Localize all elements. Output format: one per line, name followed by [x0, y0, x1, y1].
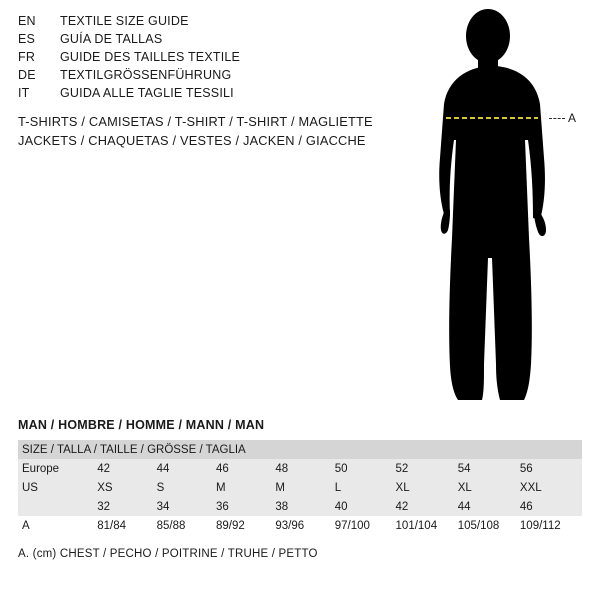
cell-a-6: 105/108 — [457, 519, 500, 532]
cell-a-3: 93/96 — [275, 519, 305, 532]
cell-us-6: XL — [457, 481, 472, 494]
cell-us-7: XXL — [519, 481, 542, 494]
language-header-block — [18, 14, 378, 104]
cell-numeric-6: 44 — [457, 500, 471, 513]
cell-a-5: 101/104 — [395, 519, 438, 532]
cell-us-5: XL — [395, 481, 410, 494]
cell-a-7: 109/112 — [519, 519, 561, 532]
row-label-europe: Europe — [22, 462, 60, 475]
cell-us-1: S — [156, 481, 165, 494]
cell-europe-6: 54 — [457, 462, 471, 475]
language-row-de — [18, 68, 378, 86]
table-header-row — [18, 440, 582, 459]
cell-numeric-5: 42 — [395, 500, 409, 513]
size-table — [18, 440, 582, 535]
cell-numeric-0: 32 — [97, 500, 111, 513]
cell-numeric-4: 40 — [334, 500, 348, 513]
language-text-fr: GUIDE DES TAILLES TEXTILE — [60, 50, 241, 64]
cell-europe-4: 50 — [334, 462, 348, 475]
footnote: A. (cm) CHEST / PECHO / POITRINE / TRUHE / PETTO — [18, 548, 318, 560]
language-code-fr: FR — [18, 50, 36, 64]
cell-europe-1: 44 — [156, 462, 170, 475]
chest-marker-label: A — [568, 111, 577, 125]
garment-category-block — [18, 112, 438, 150]
language-row-fr — [18, 50, 378, 68]
cell-numeric-2: 36 — [216, 500, 229, 513]
male-silhouette-figure — [400, 8, 600, 408]
cell-us-4: L — [334, 481, 342, 494]
language-code-de: DE — [18, 68, 36, 82]
cell-us-3: M — [275, 481, 285, 494]
cell-europe-3: 48 — [275, 462, 289, 475]
language-text-it: GUIDA ALLE TAGLIE TESSILI — [60, 86, 234, 100]
language-row-en — [18, 14, 378, 32]
cell-a-0: 81/84 — [97, 519, 127, 532]
language-text-en: TEXTILE SIZE GUIDE — [60, 14, 189, 28]
table-row — [18, 516, 582, 535]
cell-europe-5: 52 — [395, 462, 409, 475]
table-row — [18, 497, 582, 516]
cell-europe-0: 42 — [97, 462, 111, 475]
language-text-es: GUÍA DE TALLAS — [60, 32, 163, 46]
cell-us-2: M — [216, 481, 226, 494]
language-text-de: TEXTILGRÖSSENFÜHRUNG — [60, 68, 232, 82]
table-row — [18, 478, 582, 497]
language-row-it — [18, 86, 378, 104]
cell-a-1: 85/88 — [156, 519, 186, 532]
cell-us-0: XS — [97, 481, 113, 494]
row-label-us: US — [22, 481, 38, 494]
cell-a-2: 89/92 — [216, 519, 245, 532]
cell-europe-7: 56 — [519, 462, 533, 475]
row-label-numeric — [18, 497, 97, 516]
table-header-size: SIZE / TALLA / TAILLE / GRÖSSE / TAGLIA — [22, 443, 246, 456]
cell-a-4: 97/100 — [334, 519, 370, 532]
garment-line-jackets: JACKETS / CHAQUETAS / VESTES / JACKEN / GIACCHE — [18, 133, 366, 148]
chest-marker-leader-line — [549, 118, 565, 120]
cell-numeric-3: 38 — [275, 500, 289, 513]
row-label-a: A — [22, 519, 30, 532]
garment-line-tshirts: T-SHIRTS / CAMISETAS / T-SHIRT / T-SHIRT / MAGLIETTE — [18, 114, 373, 129]
language-row-es — [18, 32, 378, 50]
cell-numeric-7: 46 — [519, 500, 533, 513]
cell-numeric-1: 34 — [156, 500, 170, 513]
table-caption: MAN / HOMBRE / HOMME / MANN / MAN — [18, 418, 265, 432]
language-code-en: EN — [18, 14, 36, 28]
language-code-es: ES — [18, 32, 36, 46]
language-code-it: IT — [18, 86, 30, 100]
table-row — [18, 459, 582, 478]
cell-europe-2: 46 — [216, 462, 229, 475]
